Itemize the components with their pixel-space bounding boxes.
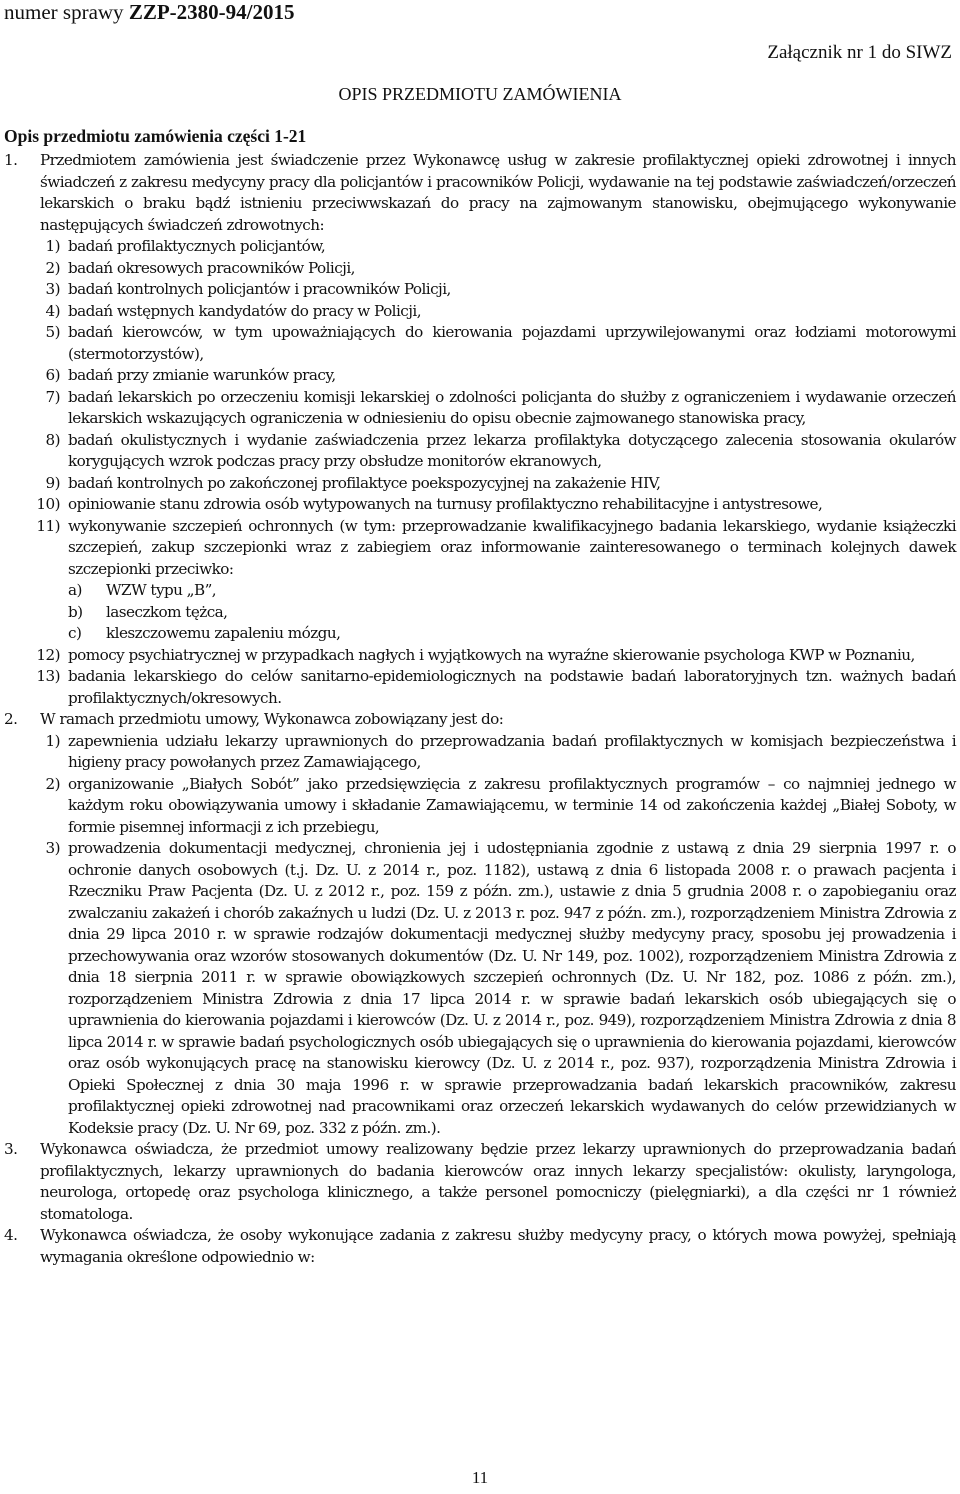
document-body <box>4 150 956 1268</box>
list-item <box>36 494 956 516</box>
list-item-number: 6) <box>45 366 60 384</box>
section-content <box>40 1225 956 1268</box>
list-item-text: pomocy psychiatrycznej w przypadkach nagłych i wyjątkowych na wyraźne skierowanie psychologa KWP w Poznaniu, <box>68 645 915 664</box>
section-number: 3. <box>4 1140 18 1158</box>
sub-list-item-text: kleszczowemu zapaleniu mózgu, <box>106 624 341 642</box>
list-item-text: badań wstępnych kandydatów do pracy w Policji, <box>68 301 421 320</box>
list-item <box>40 387 956 430</box>
page-number: 11 <box>471 1468 489 1487</box>
sub-list-item-text: laseczkom tężca, <box>106 602 228 621</box>
section-paragraph <box>4 150 956 709</box>
sub-list-item-letter: b) <box>68 602 83 621</box>
list-item-text: opiniowanie stanu zdrowia osób wytypowanych na turnusy profilaktyczno rehabilitacyjne i antystresowe, <box>68 495 823 513</box>
list-item-text: badań przy zmianie warunków pracy, <box>68 366 336 384</box>
section-text: Wykonawca oświadcza, że osoby wykonujące zadania z zakresu służby medycyny pracy, o których mowa powyżej, spełniają wymagania określone odpowiednio w: <box>40 1226 956 1266</box>
list-item-number: 3) <box>45 280 60 298</box>
list-item-content <box>68 430 956 473</box>
list-item-text: wykonywanie szczepień ochronnych (w tym: przeprowadzanie kwalifikacyjnego badania lekarskiego, wydanie książeczki szczepień, zakup szczepionki wraz z zabiegiem oraz informowanie zainteresowanego o terminach kolejnych dawek szczepionki przeciwko: <box>68 516 956 578</box>
list-item-number: 2) <box>45 774 60 793</box>
sub-list-item <box>68 623 956 645</box>
list-item <box>40 365 956 387</box>
list-item-number: 13) <box>36 667 60 685</box>
list-item <box>40 322 956 365</box>
list-item <box>40 258 956 280</box>
list-item-text: badań kontrolnych po zakończonej profilaktyce poekspozycyjnej na zakażenie HIV, <box>68 473 661 492</box>
list-item-content <box>68 516 956 645</box>
section-paragraph <box>4 1225 956 1268</box>
list-item-number: 2) <box>45 258 60 277</box>
list-item-content <box>68 494 956 516</box>
section-paragraph <box>4 1139 956 1225</box>
section-content <box>36 150 956 709</box>
section-content <box>40 1139 956 1225</box>
list-item-number: 9) <box>45 473 60 492</box>
list-item-number: 1) <box>45 237 60 255</box>
list-item <box>36 516 956 645</box>
list-item-text: badań okulistycznych i wydanie zaświadczenia przez lekarza profilaktyka dotyczącego zalecenia stosowania okularów korygujących wzrok podczas pracy przy obsłudze monitorów ekranowych, <box>68 430 956 470</box>
list-item-text: badań okresowych pracowników Policji, <box>68 258 355 277</box>
sub-list-item <box>68 580 956 602</box>
list-item-number: 1) <box>45 731 60 750</box>
list-item-text: organizowanie „Białych Sobót” jako przedsięwzięcia z zakresu profilaktycznych programów – co najmniej jednego w każdym roku obowiązywania umowy i składanie Zamawiającemu, w terminie 14 od zakończenia każdej „Białej Soboty, w formie pisemnej informacji z ich przebiegu, <box>68 774 956 836</box>
list-item-content <box>68 774 956 839</box>
list-item-text: badań kontrolnych policjantów i pracowników Policji, <box>68 280 451 298</box>
annex-label: Załącznik nr 1 do SIWZ <box>767 42 952 63</box>
case-number-value: ZZP-2380-94/2015 <box>128 0 295 24</box>
section-paragraph <box>4 709 956 1139</box>
list-item-content <box>68 731 956 774</box>
list-item-content <box>68 387 956 430</box>
list-item-number: 4) <box>45 301 60 320</box>
list-item <box>40 774 956 839</box>
sub-list-item-letter: a) <box>68 581 82 599</box>
section-content <box>40 709 956 1139</box>
list-item-text: badań profilaktycznych policjantów, <box>68 237 326 255</box>
list-item <box>40 279 956 301</box>
list-item-number: 5) <box>45 323 60 341</box>
list-item-number: 3) <box>45 839 60 857</box>
list-item <box>36 666 956 709</box>
list-item-content <box>68 258 956 280</box>
list-item-number: 11) <box>36 516 60 535</box>
case-number-header <box>4 0 294 25</box>
list-item <box>40 430 956 473</box>
list-item <box>40 473 956 495</box>
section-number: 4. <box>4 1226 18 1244</box>
section-subtitle: Opis przedmiotu zamówienia części 1-21 <box>4 126 307 146</box>
list-item-number: 8) <box>45 430 60 449</box>
list-item-text: badań kierowców, w tym upoważniających do kierowania pojazdami uprzywilejowanymi oraz łodziami motorowymi (stermotorzystów), <box>68 323 956 363</box>
section-text: Wykonawca oświadcza, że przedmiot umowy realizowany będzie przez lekarzy uprawnionych do przeprowadzania badań profilaktycznych, lekarzy uprawnionych do badania kierowców oraz innych lekarzy specjalistów: okulisty, laryngologa, neurologa, ortopedę oraz psychologa klinicznego, a także personel pomocniczy (pielęgniarki), a dla części nr 1 również stomatologa. <box>40 1140 956 1223</box>
page-title-text: OPIS PRZEDMIOTU ZAMÓWIENIA <box>338 84 622 104</box>
list-item-content <box>68 645 956 667</box>
sub-list-item <box>68 602 956 624</box>
list-item-text: badania lekarskiego do celów sanitarno-epidemiologicznych na podstawie badań laboratoryjnych tzn. ważnych badań profilaktycznych/okresowych. <box>68 667 956 707</box>
section-number: 1. <box>4 151 18 169</box>
list-item-number: 10) <box>36 495 60 513</box>
list-item <box>40 301 956 323</box>
sub-list-item-letter: c) <box>68 624 82 642</box>
list-item <box>40 731 956 774</box>
list-item-content <box>68 666 956 709</box>
list-item-content <box>68 301 956 323</box>
list-item-content <box>68 236 956 258</box>
list-item-number: 12) <box>36 645 60 664</box>
list-item-content <box>68 279 956 301</box>
list-item-text: zapewnienia udziału lekarzy uprawnionych do przeprowadzania badań profilaktycznych w komisjach bezpieczeństwa i higieny pracy powołanych przez Zamawiającego, <box>68 731 956 771</box>
list-item <box>36 645 956 667</box>
list-item <box>40 236 956 258</box>
section-text: Przedmiotem zamówienia jest świadczenie przez Wykonawcę usług w zakresie profilaktycznej opieki zdrowotnej i innych świadczeń z zakresu medycyny pracy dla policjantów i pracowników Policji, wydawanie na tej podstawie zaświadczeń/orzeczeń lekarskich o braku bądź istnieniu przeciwwskazań do pracy na zajmowanym stanowisku, obejmującego wykonywanie następujących świadczeń zdrowotnych: <box>40 151 956 234</box>
section-number: 2. <box>4 710 18 728</box>
list-item-number: 7) <box>45 387 60 406</box>
list-item-content <box>68 322 956 365</box>
list-item-text: badań lekarskich po orzeczeniu komisji lekarskiej o zdolności policjanta do służby z ograniczeniem i wydawanie orzeczeń lekarskich wskazujących ograniczenia w odniesieniu do opisu obecnie zajmowanego stanowiska pracy, <box>68 387 956 427</box>
list-item-content <box>68 838 956 1139</box>
list-item-content <box>68 365 956 387</box>
list-item-text: prowadzenia dokumentacji medycznej, chronienia jej i udostępniania zgodnie z ustawą z dnia 29 sierpnia 1997 r. o ochronie danych osobowych (t.j. Dz. U. z 2014 r., poz. 1182), ustawą z dnia 6 listopada 2008 r. o prawach pacjenta i Rzeczniku Praw Pacjenta (Dz. U. z 2012 r., poz. 159 z późn. zm.), ustawie z dnia 5 grudnia 2008 r. o zapobieganiu oraz zwalczaniu zakażeń i chorób zakaźnych u ludzi (Dz. U. z 2013 r. poz. 947 z późn. zm.), rozporządzeniem Ministra Zdrowia z dnia 29 lipca 2010 r. w sprawie rodzajów dokumentacji medycznej służby medycyny pracy, sposobu jej prowadzenia i przechowywania oraz wzorów stosowanych dokumentów (Dz. U. Nr 149, poz. 1002), rozporządzeniem Ministra Zdrowia z dnia 18 sierpnia 2011 r. w sprawie obowiązkowych szczepień ochronnych (Dz. U. Nr 182, poz. 1086 z późn. zm.), rozporządzeniem Ministra Zdrowia z dnia 17 lipca 2014 r. w sprawie badań lekarskich osób ubiegających się o uprawnienia do kierowania pojazdami i kierowców (Dz. U. z 2014 r., poz. 949), rozporządzeniem Ministra Zdrowia z dnia 8 lipca 2014 r. w sprawie badań psychologicznych osób ubiegających się o uprawnienia do kierowania pojazdami, kierowców oraz osób wykonujących pracę na stanowisku kierowcy (Dz. U. z 2014 r., poz. 937), rozporządzenia Ministra Zdrowia i Opieki Społecznej z dnia 30 maja 1996 r. w sprawie przeprowadzania badań lekarskich pracowników, zakresu profilaktycznej opieki zdrowotnej nad pracownikami oraz orzeczeń lekarskich wydawanych do celów przewidzianych w Kodeksie pracy (Dz. U. Nr 69, poz. 332 z późn. zm.). <box>68 839 956 1137</box>
case-number-label: numer sprawy <box>4 0 124 24</box>
list-item <box>40 838 956 1139</box>
page-title <box>0 84 960 105</box>
sub-list-item-text: WZW typu „B”, <box>106 581 217 599</box>
list-item-content <box>68 473 956 495</box>
section-text: W ramach przedmiotu umowy, Wykonawca zobowiązany jest do: <box>40 710 504 728</box>
